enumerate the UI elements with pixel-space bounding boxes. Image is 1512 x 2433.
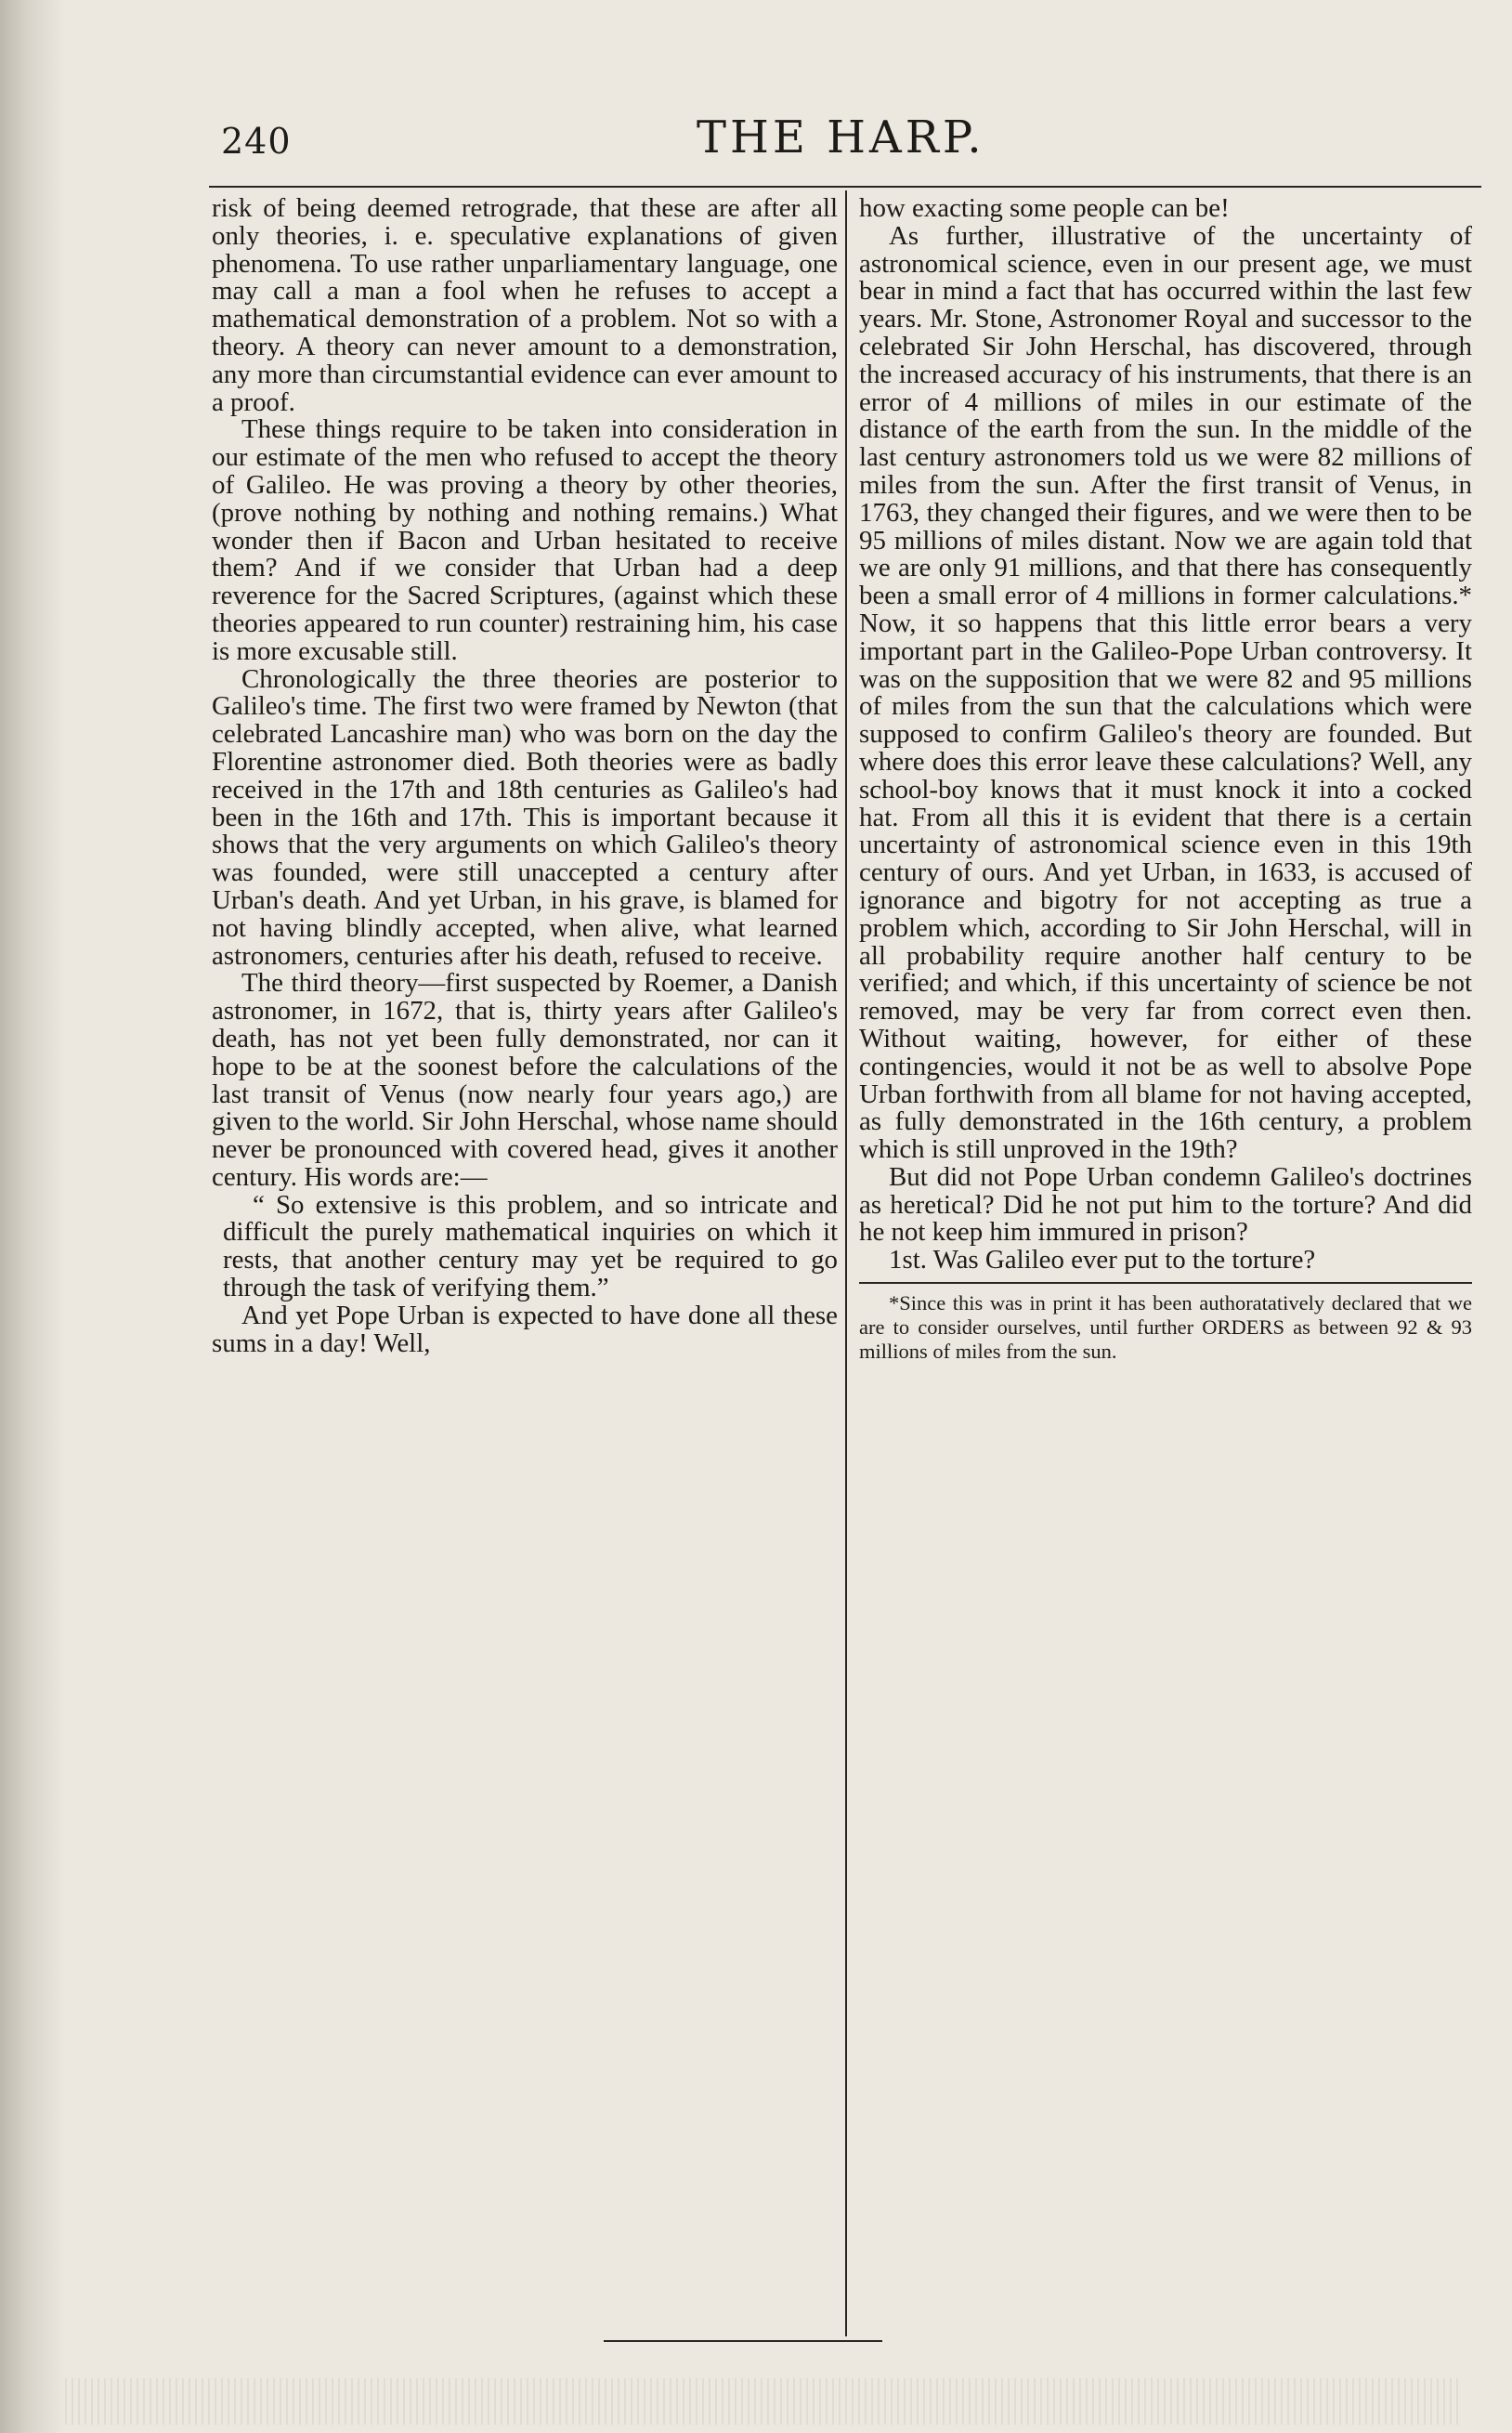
right-paragraph-3: But did not Pope Urban condemn Galileo's doctrines as heretical? Did he not put him to the torture? And did he not keep him immured in prison?	[859, 1161, 1472, 1248]
running-title: THE HARP.	[697, 111, 985, 164]
footnote: *Since this was in print it has been authoratatively declared that we are to consider ourselves, until further ORDERS as between 92 & 93 millions of miles from the sun.	[859, 1291, 1472, 1364]
right-paragraph-1: how exacting some people can be!	[859, 193, 1230, 223]
left-column	[212, 195, 838, 1357]
left-quotation: “ So extensive is this problem, and so intricate and difficult the purely mathematical inquiries on which it rests, that another century may yet be required to go through the task of verifying them.”	[223, 1189, 838, 1303]
left-paragraph-3: Chronologically the three theories are posterior to Galileo's time. The first two were framed by Newton (that celebrated Lancashire man) who was born on the day the Florentine astronomer died. Both theories were as badly received in the 17th and 18th centuries as Galileo's had been in the 16th and 17th. This is important because it shows that the very arguments on which Galileo's theory was founded, were still unaccepted a century after Urban's death. And yet Urban, in his grave, is blamed for not having blindly accepted, when alive, what learned astronomers, centuries after his death, refused to receive.	[212, 663, 838, 971]
right-column	[859, 195, 1472, 1364]
left-paragraph-6: And yet Pope Urban is expected to have done all these sums in a day! Well,	[212, 1300, 838, 1358]
footnote-rule	[859, 1282, 1472, 1284]
bottom-rule	[604, 2340, 882, 2342]
left-paragraph-1: risk of being deemed retrograde, that these are after all only theories, i. e. speculative explanations of given phenomena. To use rather unparliamentary language, one may call a man a fool when he refuses to accept a mathematical demonstration of a problem. Not so with a theory. A theory can never amount to a demonstration, any more than circumstantial evidence can ever amount to a proof.	[212, 193, 838, 417]
right-paragraph-4: 1st. Was Galileo ever put to the torture?	[889, 1245, 1316, 1275]
page-number: 240	[221, 121, 292, 162]
header-rule	[209, 186, 1481, 188]
scan-noise	[65, 2378, 1458, 2425]
page-header	[214, 108, 1477, 173]
left-paragraph-4: The third theory—first suspected by Roemer, a Danish astronomer, in 1672, that is, thirty years after Galileo's death, has not yet been fully demonstrated, nor can it hope to be at the soonest before the calculations of the last transit of Venus (now nearly four years ago,) are given to the world. Sir John Herschal, whose name should never be pronounced with covered head, gives it another century. His words are:—	[212, 968, 838, 1192]
left-paragraph-2: These things require to be taken into consideration in our estimate of the men who refused to accept the theory of Galileo. He was proving a theory by other theories, (prove nothing by nothing and nothing remains.) What wonder then if Bacon and Urban hesitated to receive them? And if we consider that Urban had a deep reverence for the Sacred Scriptures, (against which these theories appeared to run counter) restraining him, his case is more excusable still.	[212, 414, 838, 666]
column-divider	[845, 190, 847, 2336]
right-paragraph-2: As further, illustrative of the uncertainty of astronomical science, even in our present age, we must bear in mind a fact that has occurred within the last few years. Mr. Stone, Astronomer Royal and successor to the celebrated Sir John Herschal, has discovered, through the increased accuracy of his instruments, that there is an error of 4 millions of miles in our estimate of the distance of the earth from the sun. In the middle of the last century astronomers told us we were 82 millions of miles from the sun. After the first transit of Venus, in 1763, they changed their figures, and we were then to be 95 millions of miles distant. Now we are again told that we are only 91 millions, and that there has consequently been a small error of 4 millions in former calculations.* Now, it so happens that this little error bears a very important part in the Galileo-Pope Urban controversy. It was on the supposition that we were 82 and 95 millions of miles from the sun that the calculations which were supposed to confirm Galileo's theory are founded. But where does this error leave these calculations? Well, any school-boy knows that it must knock it into a cocked hat. From all this it is evident that there is a certain uncertainty of astronomical science even in this 19th century of ours. And yet Urban, in 1633, is accused of ignorance and bigotry for not accepting as true a problem which, according to Sir John Herschal, will in all probability require another half century to be verified; and which, if this uncertainty of science be not removed, may be very far from correct even then. Without waiting, however, for either of these contingencies, would it not be as well to absolve Pope Urban forthwith from all blame for not having accepted, as fully demonstrated in the 16th century, a problem which is still unproved in the 19th?	[859, 220, 1472, 1165]
